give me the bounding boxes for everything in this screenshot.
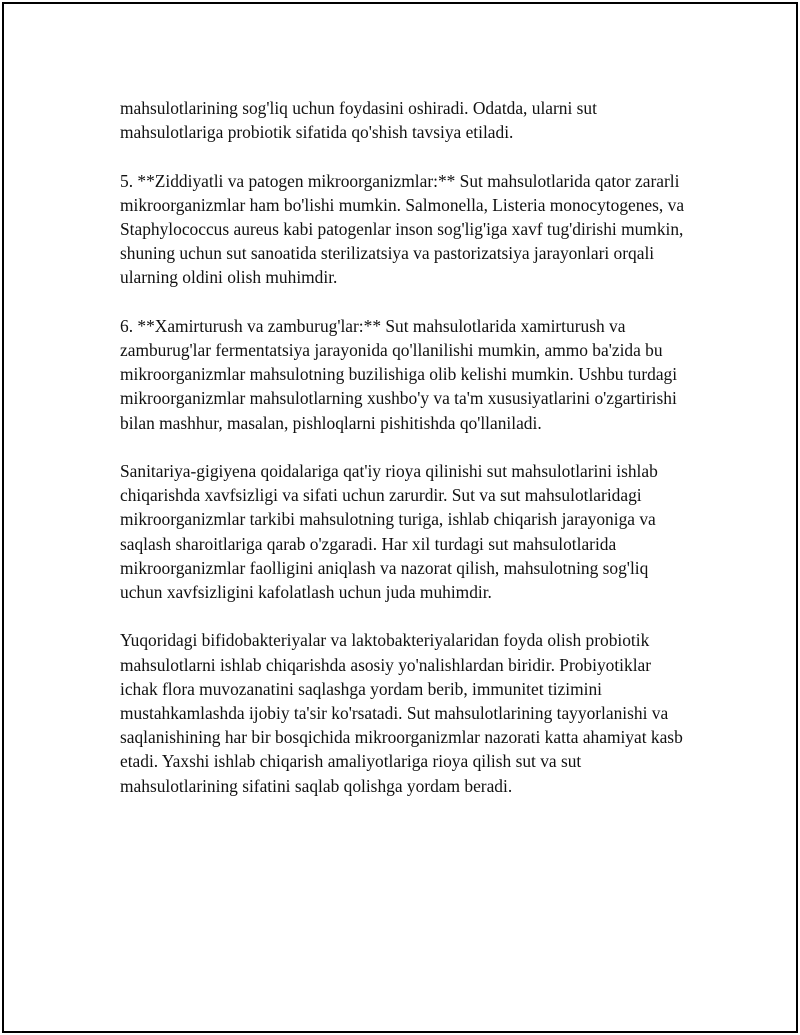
paragraph-continuation: mahsulotlarining sog'liq uchun foydasini oshiradi. Odatda, ularni sut mahsulotlariga probiotik sifatida qo'shish tavsiya etiladi. [120,98,597,143]
paragraph-probiotics: Yuqoridagi bifidobakteriyalar va laktobakteriyalaridan foyda olish probiotik mahsulotlarni ishlab chiqarishda asosiy yo'nalishlardan biridir. Probiyotiklar ichak flora muvozanatini saqlashga yordam berib, immunitet tizimini mustahkamlashda ijobiy ta'sir ko'rsatadi. Sut mahsulotlarining tayyorlanishi va saqlanishining har bir bosqichida mikroorganizmlar nazorati katta ahamiyat kasb etadi. Yaxshi ishlab chiqarish amaliyotlariga rioya qilish sut va sut mahsulotlarining sifatini saqlab qolishga yordam beradi. [120,630,683,796]
document-page [2,2,798,1033]
paragraph-sanitation: Sanitariya-gigiyena qoidalariga qat'iy rioya qilinishi sut mahsulotlarini ishlab chiqarishda xavfsizligi va sifati uchun zarurdir. Sut va sut mahsulotlaridagi mikroorganizmlar tarkibi mahsulotning turiga, ishlab chiqarish jarayoniga va saqlash sharoitlariga qarab o'zgaradi. Har xil turdagi sut mahsulotlarida mikroorganizmlar faolligini aniqlash va nazorat qilish, mahsulotning sog'liq uchun xavfsizligini kafolatlash uchun juda muhimdir. [120,461,658,603]
paragraph-item-5: 5. **Ziddiyatli va patogen mikroorganizmlar:** Sut mahsulotlarida qator zararli mikroorganizmlar ham bo'lishi mumkin. Salmonella, Listeria monocytogenes, va Staphylococcus aureus kabi patogenlar inson sog'lig'iga xavf tug'dirishi mumkin, shuning uchun sut sanoatida sterilizatsiya va pastorizatsiya jarayonlari orqali ularning oldini olish muhimdir. [120,170,685,288]
document-body [120,96,688,822]
paragraph-item-6: 6. **Xamirturush va zamburug'lar:** Sut mahsulotlarida xamirturush va zamburug'lar fermentatsiya jarayonida qo'llanilishi mumkin, ammo ba'zida bu mikroorganizmlar mahsulotning buzilishiga olib kelishi mumkin. Ushbu turdagi mikroorganizmlar mahsulotlarning xushbo'y va ta'm xususiyatlarini o'zgartirishi bilan mashhur, masalan, pishloqlarni pishitishda qo'llaniladi. [120,315,678,433]
